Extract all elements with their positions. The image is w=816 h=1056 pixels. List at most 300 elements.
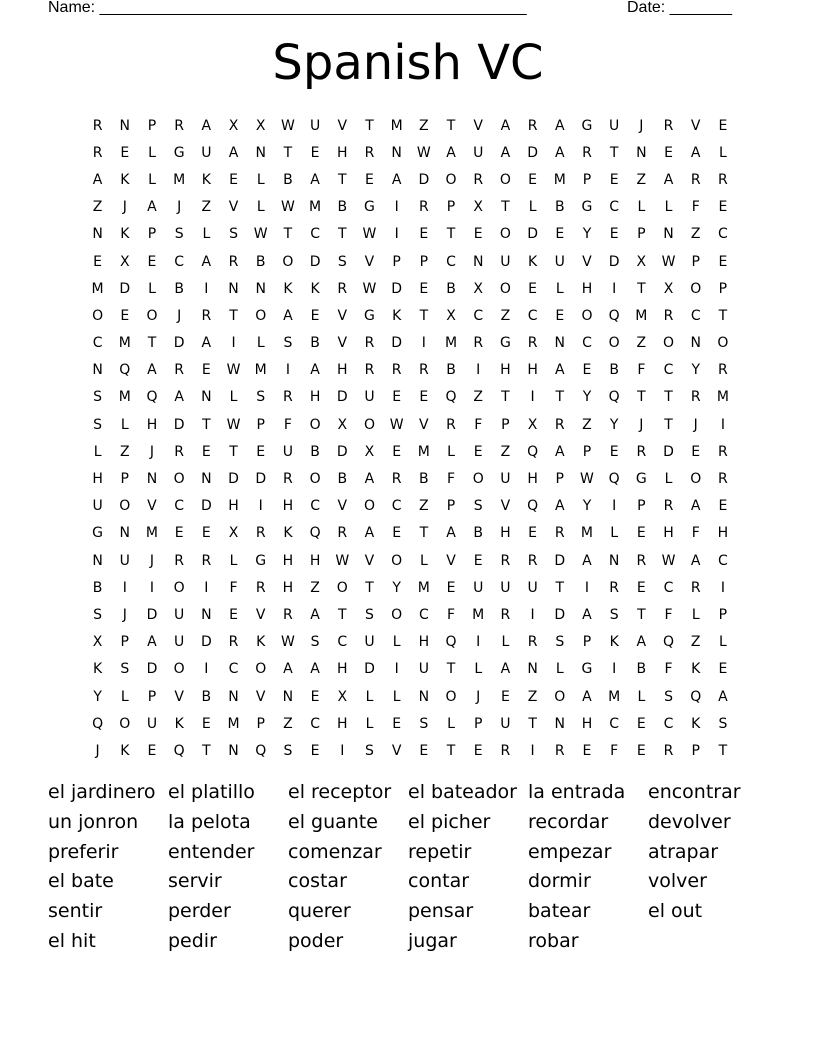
grid-letter: I — [421, 335, 426, 352]
grid-letter: E — [718, 117, 728, 134]
grid-letter: W — [362, 226, 377, 243]
word-list — [48, 778, 768, 957]
date-field-label: Date: _______ — [627, 0, 732, 16]
grid-letter: R — [500, 552, 511, 569]
grid-letter: W — [335, 552, 350, 569]
grid-letter: L — [93, 443, 102, 460]
grid-letter: N — [201, 389, 212, 406]
grid-letter: E — [201, 525, 211, 542]
grid-letter: J — [639, 117, 644, 134]
grid-letter: A — [310, 606, 320, 623]
grid-letter: V — [473, 117, 483, 134]
grid-letter: C — [310, 226, 320, 243]
grid-letter: D — [309, 253, 321, 270]
grid-letter: F — [664, 661, 673, 678]
grid-letter: J — [149, 443, 155, 460]
grid-letter: M — [254, 362, 267, 379]
grid-letter: K — [174, 715, 184, 732]
grid-letter: M — [608, 688, 621, 705]
grid-letter: I — [340, 742, 345, 759]
grid-letter: T — [501, 389, 510, 406]
grid-letter: V — [582, 253, 592, 270]
grid-letter: E — [555, 226, 565, 243]
grid-letter: A — [500, 144, 511, 161]
grid-letter: A — [92, 171, 103, 188]
grid-letter: X — [337, 416, 348, 433]
grid-letter: O — [173, 471, 185, 488]
grid-letter: L — [555, 661, 564, 678]
grid-letter: U — [119, 552, 130, 569]
grid-letter: X — [228, 525, 239, 542]
grid-letter: E — [528, 280, 538, 297]
grid-letter: P — [637, 498, 646, 515]
grid-letter: T — [664, 416, 673, 433]
word-list-item: el hit — [48, 929, 96, 952]
grid-letter: B — [310, 443, 320, 460]
grid-letter: W — [661, 552, 676, 569]
grid-letter: F — [474, 416, 483, 433]
grid-letter: L — [664, 199, 673, 216]
grid-letter: I — [204, 661, 209, 678]
grid-letter: H — [337, 661, 348, 678]
grid-letter: R — [174, 443, 185, 460]
grid-letter: E — [473, 742, 483, 759]
word-list-item: servir — [168, 870, 222, 893]
grid-letter: E — [609, 171, 619, 188]
grid-letter: R — [636, 443, 647, 460]
grid-letter: A — [500, 117, 511, 134]
grid-letter: M — [227, 715, 240, 732]
grid-letter: Q — [690, 688, 702, 705]
grid-letter: G — [173, 144, 185, 161]
grid-letter: T — [501, 199, 510, 216]
grid-letter: E — [419, 742, 429, 759]
grid-letter: R — [718, 362, 728, 379]
grid-letter: U — [554, 253, 565, 270]
grid-letter: V — [228, 199, 239, 216]
grid-letter: E — [609, 226, 619, 243]
grid-letter: T — [283, 144, 293, 161]
grid-letter: D — [173, 416, 185, 433]
grid-letter: O — [581, 307, 593, 324]
grid-letter: R — [636, 552, 647, 569]
word-list-item: volver — [648, 870, 707, 893]
grid-letter: A — [283, 307, 293, 324]
grid-letter: S — [93, 416, 103, 433]
grid-letter: H — [309, 389, 321, 406]
grid-letter: D — [527, 144, 538, 161]
grid-letter: O — [717, 335, 729, 352]
word-list-item: contar — [408, 870, 470, 893]
grid-letter: L — [256, 335, 265, 352]
grid-letter: R — [283, 471, 293, 488]
grid-letter: L — [392, 688, 401, 705]
grid-letter: O — [554, 688, 566, 705]
grid-letter: N — [255, 144, 266, 161]
grid-letter: U — [174, 634, 185, 651]
grid-letter: E — [473, 443, 483, 460]
grid-letter: C — [337, 634, 348, 651]
grid-letter: N — [690, 335, 701, 352]
grid-letter: N — [472, 253, 484, 270]
grid-letter: P — [555, 471, 564, 488]
grid-letter: R — [527, 117, 538, 134]
grid-letter: H — [527, 471, 538, 488]
grid-letter: A — [554, 362, 565, 379]
grid-letter: M — [716, 389, 729, 406]
grid-letter: K — [528, 253, 538, 270]
grid-letter: O — [363, 416, 375, 433]
grid-letter: L — [256, 199, 265, 216]
grid-letter: R — [283, 389, 293, 406]
grid-letter: L — [148, 280, 156, 297]
grid-letter: I — [476, 634, 481, 651]
grid-letter: O — [363, 498, 375, 515]
grid-letter: F — [691, 525, 700, 542]
grid-letter: E — [93, 253, 103, 270]
grid-letter: G — [364, 199, 375, 216]
grid-letter: X — [92, 634, 103, 651]
grid-letter: C — [718, 552, 728, 569]
grid-letter: N — [608, 552, 620, 569]
grid-letter: Q — [608, 307, 620, 324]
grid-letter: V — [690, 117, 701, 134]
grid-letter: N — [201, 471, 212, 488]
grid-letter: R — [228, 253, 239, 270]
grid-letter: Z — [500, 443, 511, 460]
grid-letter: A — [310, 661, 320, 678]
grid-letter: V — [337, 307, 348, 324]
grid-letter: V — [174, 688, 184, 705]
word-list-item: pensar — [408, 900, 474, 923]
grid-letter: A — [147, 634, 157, 651]
grid-letter: R — [337, 525, 348, 542]
grid-letter: E — [609, 443, 619, 460]
grid-letter: R — [690, 171, 701, 188]
grid-letter: X — [119, 253, 130, 270]
grid-letter: A — [663, 171, 674, 188]
word-list-item: devolver — [648, 810, 731, 833]
grid-letter: H — [581, 715, 593, 732]
grid-letter: A — [554, 117, 565, 134]
grid-letter: U — [500, 715, 511, 732]
grid-letter: A — [554, 144, 565, 161]
grid-letter: B — [609, 362, 619, 379]
grid-letter: H — [581, 280, 593, 297]
grid-letter: P — [446, 199, 456, 216]
grid-letter: D — [119, 280, 131, 297]
grid-letter: L — [229, 552, 238, 569]
grid-letter: D — [228, 471, 239, 488]
grid-letter: O — [499, 171, 511, 188]
grid-letter: Z — [636, 171, 647, 188]
word-list-item: el guante — [288, 810, 378, 833]
grid-letter: R — [228, 634, 239, 651]
grid-letter: K — [691, 715, 701, 732]
grid-letter: P — [446, 498, 456, 515]
grid-letter: H — [228, 498, 239, 515]
grid-letter: X — [527, 416, 538, 433]
grid-letter: P — [120, 634, 129, 651]
grid-letter: P — [473, 715, 483, 732]
grid-letter: F — [229, 579, 238, 596]
grid-letter: K — [609, 634, 619, 651]
grid-letter: P — [718, 280, 728, 297]
word-list-item: el jardinero — [48, 781, 156, 803]
grid-letter: E — [229, 606, 238, 623]
grid-letter: R — [663, 742, 674, 759]
grid-letter: V — [147, 498, 157, 515]
grid-letter: W — [362, 280, 377, 297]
grid-letter: D — [200, 634, 212, 651]
grid-letter: A — [391, 171, 402, 188]
grid-letter: F — [610, 742, 619, 759]
grid-letter: N — [636, 144, 647, 161]
grid-letter: B — [337, 471, 348, 488]
grid-letter: O — [309, 471, 321, 488]
grid-letter: E — [419, 226, 429, 243]
grid-letter: I — [530, 606, 535, 623]
grid-letter: W — [416, 144, 431, 161]
grid-letter: L — [392, 634, 401, 651]
grid-letter: A — [690, 498, 701, 515]
grid-letter: H — [146, 416, 158, 433]
grid-letter: T — [419, 307, 429, 324]
grid-letter: H — [337, 715, 348, 732]
grid-letter: I — [204, 579, 209, 596]
grid-letter: K — [283, 280, 293, 297]
grid-letter: L — [528, 199, 537, 216]
grid-letter: S — [310, 634, 320, 651]
word-list-item: perder — [168, 900, 231, 923]
grid-letter: C — [609, 715, 620, 732]
grid-letter: U — [418, 661, 429, 678]
grid-letter: L — [365, 715, 374, 732]
grid-letter: R — [473, 335, 484, 352]
grid-letter: U — [473, 579, 484, 596]
grid-letter: D — [554, 552, 566, 569]
grid-letter: W — [661, 253, 676, 270]
grid-letter: S — [419, 715, 429, 732]
grid-letter: E — [582, 742, 592, 759]
grid-letter: X — [473, 280, 484, 297]
grid-letter: R — [446, 416, 456, 433]
grid-letter: M — [417, 443, 430, 460]
grid-letter: X — [228, 117, 239, 134]
grid-letter: H — [527, 362, 538, 379]
word-list-item: jugar — [408, 929, 457, 952]
grid-letter: I — [394, 199, 399, 216]
grid-letter: E — [473, 226, 483, 243]
grid-letter: X — [663, 280, 674, 297]
grid-letter: G — [364, 307, 375, 324]
grid-letter: E — [392, 715, 402, 732]
grid-letter: E — [229, 171, 238, 188]
grid-letter: O — [119, 715, 131, 732]
grid-letter: L — [148, 144, 156, 161]
grid-letter: P — [120, 471, 129, 488]
grid-letter: O — [119, 498, 131, 515]
grid-letter: O — [336, 579, 348, 596]
grid-letter: P — [718, 606, 728, 623]
grid-letter: C — [446, 253, 456, 270]
grid-letter: U — [473, 144, 484, 161]
grid-letter: R — [527, 552, 538, 569]
page-title: Spanish VC — [272, 35, 544, 91]
grid-letter: E — [718, 661, 728, 678]
grid-letter: N — [418, 688, 430, 705]
grid-letter: L — [637, 199, 646, 216]
grid-letter: X — [337, 688, 348, 705]
grid-letter: E — [582, 362, 592, 379]
grid-letter: O — [499, 226, 511, 243]
grid-letter: E — [310, 144, 320, 161]
grid-letter: S — [609, 606, 619, 623]
grid-letter: A — [500, 661, 511, 678]
grid-letter: A — [690, 144, 701, 161]
grid-letter: I — [720, 416, 725, 433]
grid-letter: T — [446, 226, 456, 243]
grid-letter: R — [718, 171, 728, 188]
grid-letter: T — [528, 715, 537, 732]
grid-letter: U — [309, 117, 321, 134]
grid-letter: W — [226, 416, 241, 433]
grid-letter: C — [663, 579, 674, 596]
grid-letter: B — [337, 199, 348, 216]
grid-letter: C — [527, 307, 538, 324]
grid-letter: V — [391, 742, 402, 759]
grid-letter: N — [119, 525, 131, 542]
grid-letter: O — [173, 579, 185, 596]
word-list-item: un jonron — [48, 810, 139, 833]
grid-letter: N — [663, 226, 674, 243]
grid-letter: W — [580, 471, 594, 488]
grid-letter: L — [120, 688, 129, 705]
grid-letter: R — [690, 389, 701, 406]
word-list-item: el out — [648, 900, 703, 923]
grid-letter: Y — [582, 226, 592, 243]
grid-letter: H — [337, 144, 348, 161]
grid-letter: I — [530, 389, 535, 406]
grid-letter: L — [256, 171, 265, 188]
grid-letter: P — [256, 715, 265, 732]
grid-letter: E — [147, 253, 157, 270]
grid-letter: R — [690, 579, 701, 596]
grid-letter: E — [201, 443, 211, 460]
grid-letter: T — [664, 389, 673, 406]
grid-letter: S — [718, 715, 728, 732]
grid-letter: V — [446, 552, 456, 569]
grid-letter: Q — [173, 742, 185, 759]
grid-letter: H — [418, 634, 430, 651]
grid-letter: C — [609, 199, 620, 216]
grid-letter: R — [554, 525, 565, 542]
grid-letter: Q — [445, 389, 457, 406]
grid-letter: T — [202, 742, 211, 759]
grid-letter: Y — [582, 389, 592, 406]
grid-letter: S — [365, 606, 374, 623]
grid-letter: A — [174, 389, 184, 406]
grid-letter: U — [500, 253, 511, 270]
grid-letter: M — [173, 171, 186, 188]
grid-letter: U — [146, 715, 158, 732]
grid-letter: A — [201, 117, 212, 134]
word-list-item: el platillo — [168, 781, 255, 803]
grid-letter: V — [337, 117, 348, 134]
grid-letter: G — [581, 661, 593, 678]
word-list-item: la entrada — [528, 781, 626, 803]
grid-letter: R — [582, 144, 592, 161]
grid-letter: O — [608, 335, 620, 352]
grid-letter: V — [337, 335, 348, 352]
grid-letter: D — [173, 335, 185, 352]
grid-letter: Y — [691, 362, 700, 379]
word-list-item: costar — [288, 870, 347, 893]
grid-letter: I — [231, 335, 236, 352]
grid-letter: E — [528, 171, 538, 188]
grid-letter: O — [445, 171, 457, 188]
grid-letter: U — [174, 606, 185, 623]
grid-letter: T — [718, 307, 728, 324]
grid-letter: M — [553, 171, 566, 188]
grid-letter: U — [364, 389, 375, 406]
grid-letter: P — [582, 634, 592, 651]
grid-letter: C — [92, 335, 103, 352]
grid-letter: Z — [636, 335, 647, 352]
grid-letter: P — [582, 443, 592, 460]
grid-letter: J — [95, 742, 100, 759]
grid-letter: U — [527, 579, 538, 596]
word-list-item: batear — [528, 900, 591, 923]
grid-letter: D — [336, 443, 348, 460]
grid-letter: M — [309, 199, 322, 216]
grid-letter: R — [527, 634, 538, 651]
grid-letter: E — [147, 742, 157, 759]
grid-letter: E — [310, 688, 320, 705]
grid-letter: A — [310, 362, 320, 379]
grid-letter: T — [283, 226, 293, 243]
grid-letter: R — [364, 144, 375, 161]
grid-letter: J — [177, 199, 182, 216]
grid-letter: I — [530, 742, 535, 759]
grid-letter: M — [390, 117, 403, 134]
grid-letter: Z — [419, 498, 429, 515]
grid-letter: A — [364, 471, 375, 488]
grid-letter: T — [419, 525, 429, 542]
grid-letter: N — [282, 688, 294, 705]
grid-letter: Z — [419, 117, 429, 134]
grid-letter: R — [500, 742, 511, 759]
word-list-item: querer — [288, 900, 351, 923]
grid-letter: I — [285, 362, 290, 379]
grid-letter: A — [446, 144, 456, 161]
grid-letter: N — [92, 552, 103, 569]
grid-letter: U — [500, 471, 511, 488]
grid-letter: E — [120, 307, 130, 324]
grid-letter: I — [612, 280, 617, 297]
grid-letter: P — [691, 742, 700, 759]
grid-letter: D — [255, 471, 267, 488]
grid-letter: T — [229, 307, 238, 324]
grid-letter: A — [718, 688, 728, 705]
grid-letter: N — [201, 606, 212, 623]
grid-letter: G — [255, 552, 267, 569]
grid-letter: L — [610, 525, 619, 542]
grid-letter: S — [555, 634, 565, 651]
grid-letter: O — [282, 253, 294, 270]
grid-letter: Z — [283, 715, 293, 732]
grid-letter: C — [582, 335, 592, 352]
